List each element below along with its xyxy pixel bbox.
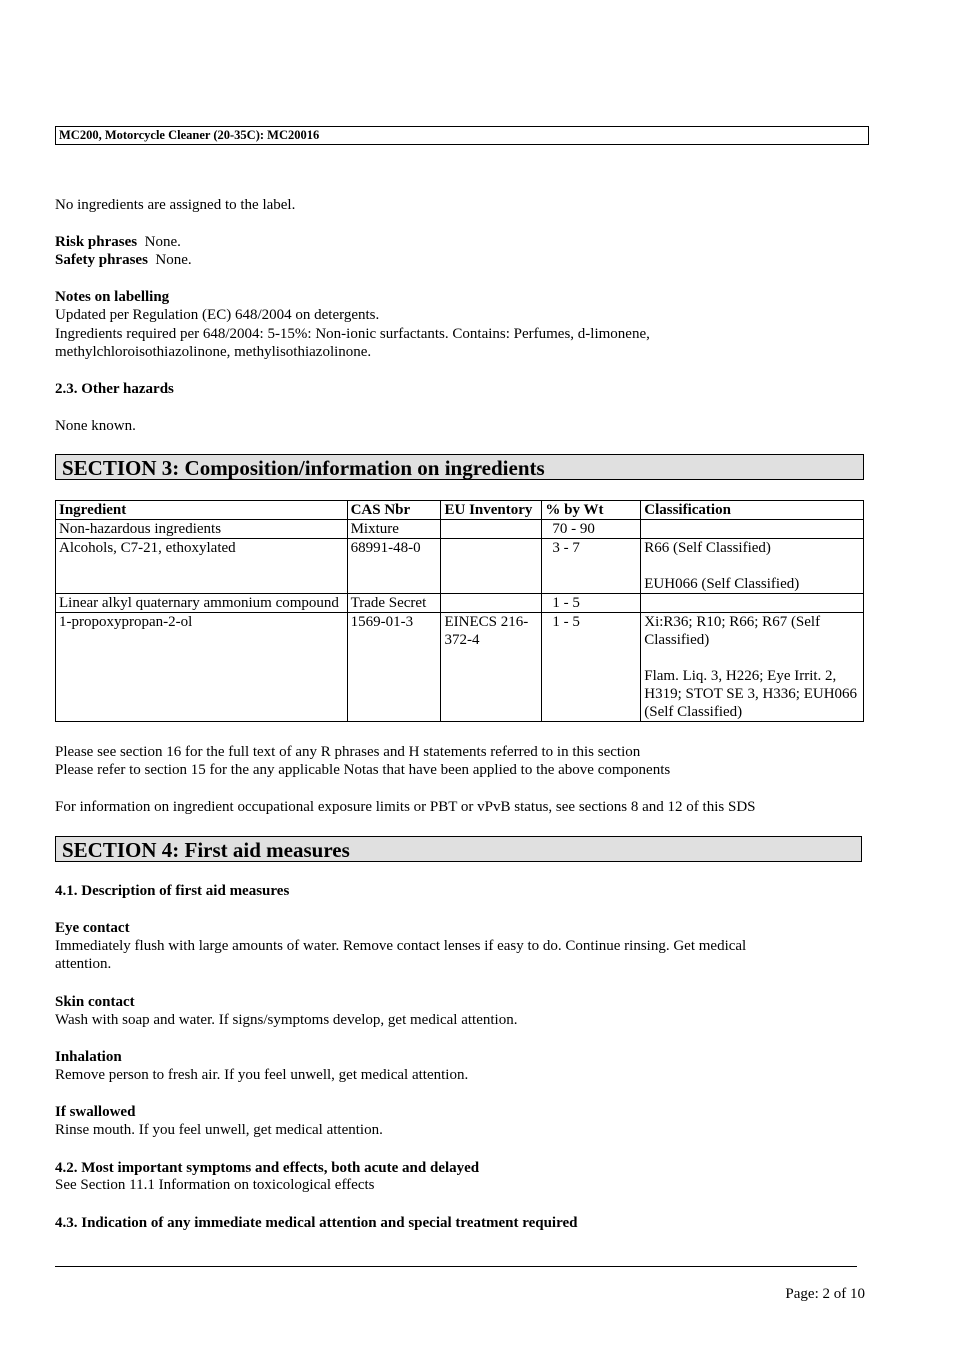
- eye-contact-line-2: attention.: [55, 956, 112, 972]
- safety-phrases-value: None.: [155, 252, 192, 268]
- section-3-note-2: Please refer to section 15 for the any applicable Notas that have been applied to the above components: [55, 762, 671, 778]
- ingredients-table: [55, 500, 864, 722]
- cas-cell: 68991-48-0: [347, 539, 441, 594]
- classification-cell: [641, 520, 864, 539]
- section-3-title: SECTION 3: Composition/information on ingredients: [55, 454, 864, 480]
- no-ingredients-text: No ingredients are assigned to the label.: [55, 197, 296, 213]
- cas-cell: Trade Secret: [347, 594, 441, 613]
- risk-phrases-label: Risk phrases: [55, 234, 138, 250]
- section-4-title: SECTION 4: First aid measures: [55, 836, 862, 862]
- table-row: [56, 520, 864, 539]
- subsection-4-3-heading: 4.3. Indication of any immediate medical attention and special treatment required: [55, 1215, 578, 1231]
- notes-line-1: Updated per Regulation (EC) 648/2004 on detergents.: [55, 307, 380, 323]
- inhalation-heading: Inhalation: [55, 1049, 122, 1065]
- skin-contact-heading: Skin contact: [55, 994, 135, 1010]
- column-header: Classification: [641, 501, 864, 520]
- risk-phrases-value: None.: [144, 234, 181, 250]
- safety-phrases-line: [55, 251, 192, 269]
- eye-contact-heading: Eye contact: [55, 920, 130, 936]
- classification-line-1: Xi:R36; R10; R66; R67 (Self Classified): [644, 614, 821, 648]
- if-swallowed-heading: If swallowed: [55, 1104, 136, 1120]
- classification-cell: [641, 594, 864, 613]
- section-3-note-1: Please see section 16 for the full text of any R phrases and H statements referred to in this section: [55, 744, 641, 760]
- ingredient-cell: Non-hazardous ingredients: [56, 520, 348, 539]
- table-row: [56, 613, 864, 722]
- section-3-note-3: For information on ingredient occupational exposure limits or PBT or vPvB status, see sections 8 and 12 of this SDS: [55, 799, 756, 815]
- pct-cell: 70 - 90: [542, 520, 641, 539]
- cas-cell: 1569-01-3: [347, 613, 441, 722]
- classification-cell: [641, 539, 864, 594]
- ingredient-cell: 1-propoxypropan-2-ol: [56, 613, 348, 722]
- classification-cell: [641, 613, 864, 722]
- inhalation-text: Remove person to fresh air. If you feel unwell, get medical attention.: [55, 1067, 469, 1083]
- column-header: EU Inventory: [441, 501, 542, 520]
- risk-phrases-line: [55, 233, 181, 251]
- table-header-row: [56, 501, 864, 520]
- skin-contact-text: Wash with soap and water. If signs/symptoms develop, get medical attention.: [55, 1012, 518, 1028]
- page-number: Page: 2 of 10: [785, 1286, 865, 1302]
- notes-line-2: Ingredients required per 648/2004: 5-15%: Non-ionic surfactants. Contains: Perfumes, d-limonene,: [55, 326, 650, 342]
- eu-cell: [441, 594, 542, 613]
- classification-line-2: EUH066 (Self Classified): [644, 576, 800, 592]
- column-header: % by Wt: [542, 501, 641, 520]
- eu-cell: [441, 539, 542, 594]
- column-header: Ingredient: [56, 501, 348, 520]
- ingredient-cell: Linear alkyl quaternary ammonium compound: [56, 594, 348, 613]
- eu-cell: [441, 520, 542, 539]
- column-header: CAS Nbr: [347, 501, 441, 520]
- footer-rule: [55, 1266, 857, 1267]
- if-swallowed-text: Rinse mouth. If you feel unwell, get medical attention.: [55, 1122, 383, 1138]
- pct-cell: 3 - 7: [542, 539, 641, 594]
- eu-cell: EINECS 216-372-4: [441, 613, 542, 722]
- table-row: [56, 594, 864, 613]
- notes-heading: Notes on labelling: [55, 289, 170, 305]
- classification-line-1: R66 (Self Classified): [644, 540, 771, 556]
- classification-line-2: Flam. Liq. 3, H226; Eye Irrit. 2, H319; STOT SE 3, H336; EUH066 (Self Classified): [644, 668, 858, 720]
- table-row: [56, 539, 864, 594]
- cas-cell: Mixture: [347, 520, 441, 539]
- ingredient-cell: Alcohols, C7-21, ethoxylated: [56, 539, 348, 594]
- safety-phrases-label: Safety phrases: [55, 252, 148, 268]
- subsection-4-2-text: See Section 11.1 Information on toxicological effects: [55, 1177, 375, 1193]
- subsection-4-1-heading: 4.1. Description of first aid measures: [55, 883, 290, 899]
- other-hazards-heading: 2.3. Other hazards: [55, 381, 174, 397]
- other-hazards-text: None known.: [55, 418, 136, 434]
- eye-contact-line-1: Immediately flush with large amounts of water. Remove contact lenses if easy to do. Continue rinsing. Get medical: [55, 938, 747, 954]
- subsection-4-2-heading: 4.2. Most important symptoms and effects, both acute and delayed: [55, 1160, 480, 1176]
- pct-cell: 1 - 5: [542, 613, 641, 722]
- notes-line-3: methylchloroisothiazolinone, methylisothiazolinone.: [55, 344, 372, 360]
- pct-cell: 1 - 5: [542, 594, 641, 613]
- product-header: MC200, Motorcycle Cleaner (20-35C): MC20016: [55, 126, 869, 145]
